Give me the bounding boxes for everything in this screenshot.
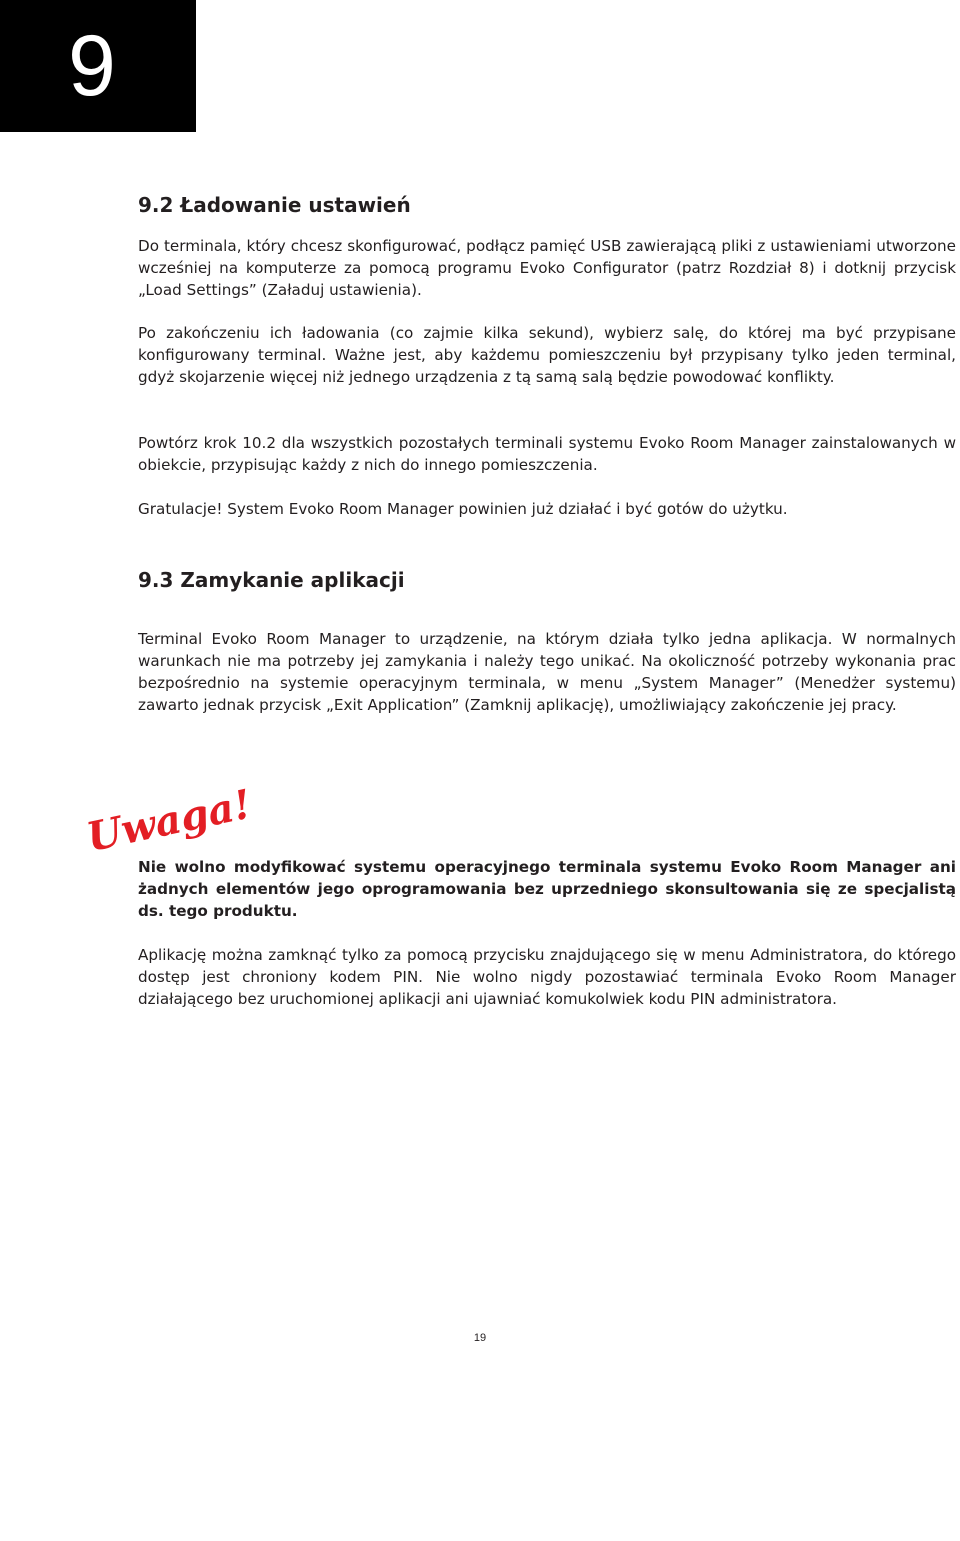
section-9-3-title: 9.3 Zamykanie aplikacji [138, 568, 405, 592]
warning-label-graphic [82, 774, 256, 862]
section-9-2-paragraph-3: Powtórz krok 10.2 dla wszystkich pozostałych terminali systemu Evoko Room Manager zainstalowanych w obiekcie, przypisując każdy z nich do innego pomieszczenia. [138, 434, 956, 474]
section-9-2-paragraph-1: Do terminala, który chcesz skonfigurować, podłącz pamięć USB zawierającą pliki z ustawieniami utworzone wcześniej na komputerze za pomocą programu Evoko Configurator (patrz Rozdział 8) i dotknij przycisk „Load Settings” (Załaduj ustawienia). [138, 237, 956, 299]
chapter-number: 9 [68, 18, 116, 114]
chapter-header [0, 0, 196, 132]
section-9-2-paragraph-2: Po zakończeniu ich ładowania (co zajmie kilka sekund), wybierz salę, do której ma być przypisane konfigurowany terminal. Ważne jest, aby każdemu pomieszczeniu był przypisany tylko jeden terminal, gdyż skojarzenie więcej niż jednego urządzenia z tą samą salą będzie powodować konflikty. [138, 324, 956, 386]
section-9-2-title: 9.2 Ładowanie ustawień [138, 193, 411, 217]
warning-label [82, 774, 256, 862]
page-number: 19 [473, 1332, 487, 1344]
warning-bold-paragraph: Nie wolno modyfikować systemu operacyjnego terminala systemu Evoko Room Manager ani żadnych elementów jego oprogramowania bez uprzedniego skonsultowania się ze specjalistą ds. tego produktu. [138, 858, 956, 920]
section-9-2-paragraph-4: Gratulacje! System Evoko Room Manager powinien już działać i być gotów do użytku. [138, 500, 788, 518]
warning-paragraph: Aplikację można zamknąć tylko za pomocą przycisku znajdującego się w menu Administratora, do którego dostęp jest chroniony kodem PIN. Nie wolno nigdy pozostawiać terminala Evoko Room Manager działającego bez uruchomionej aplikacji ani ujawniać komukolwiek kodu PIN administratora. [138, 946, 956, 1008]
section-9-3-paragraph-1: Terminal Evoko Room Manager to urządzenie, na którym działa tylko jedna aplikacja. W normalnych warunkach nie ma potrzeby jej zamykania i należy tego unikać. Na okoliczność potrzeby wykonania prac bezpośrednio na systemie operacyjnym terminala, w menu „System Manager” (Menedżer systemu) zawarto jednak przycisk „Exit Application” (Zamknij aplikację), umożliwiający zakończenie jej pracy. [138, 630, 956, 714]
warning-label-text: Uwaga! [82, 780, 256, 862]
